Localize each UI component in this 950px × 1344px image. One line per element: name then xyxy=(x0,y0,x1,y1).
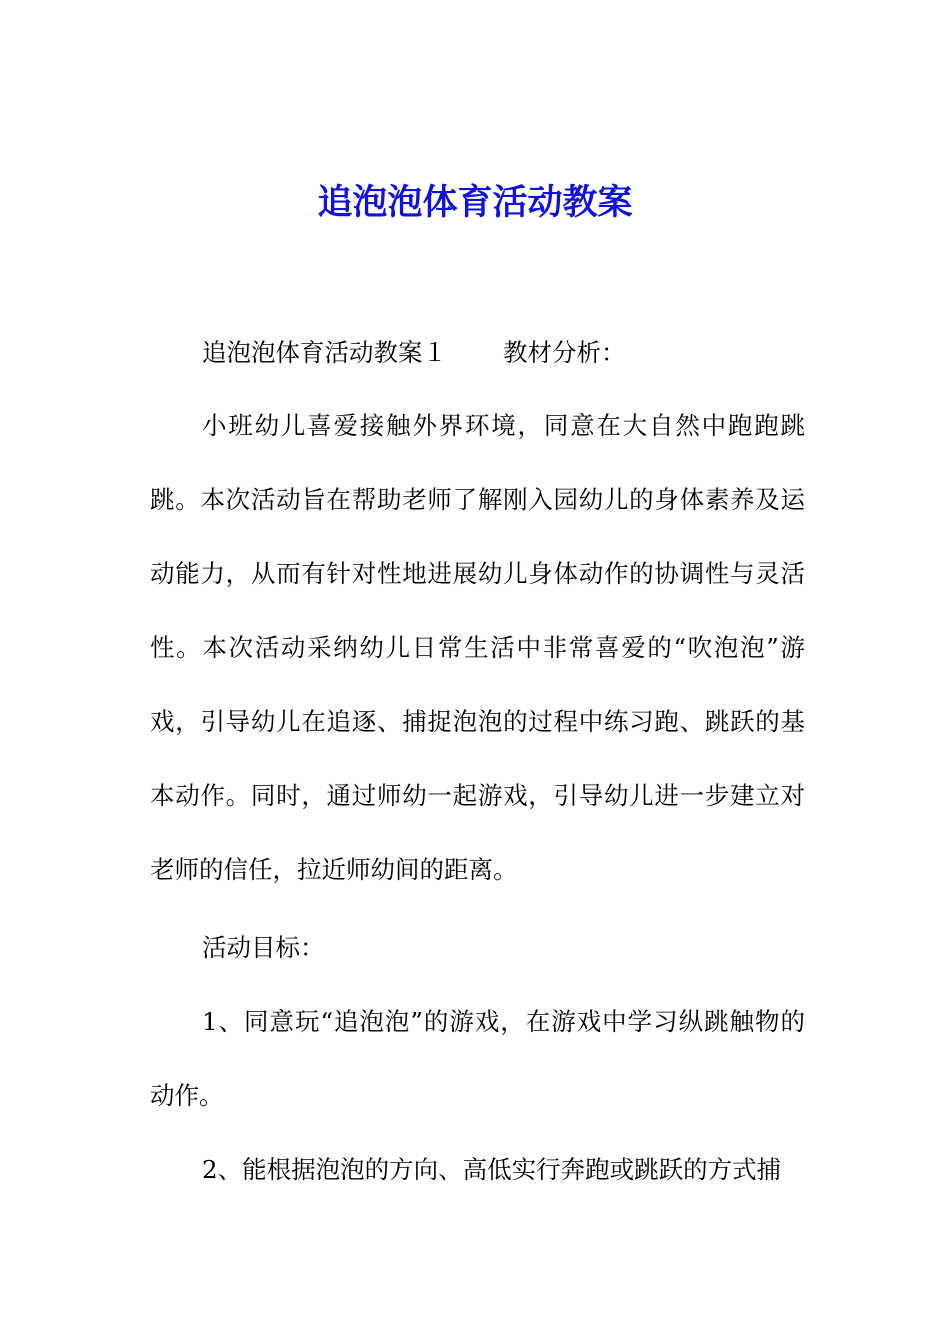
lesson-heading: 追泡泡体育活动教案１ xyxy=(202,338,447,367)
document-title: 追泡泡体育活动教案 xyxy=(317,182,633,223)
section-heading-material-analysis: 教材分析： xyxy=(503,338,626,367)
heading-line xyxy=(150,316,805,390)
section-heading-objectives: 活动目标： xyxy=(202,933,325,962)
paragraph-material-analysis: 小班幼儿喜爱接触外界环境，同意在大自然中跑跑跳跳。本次活动旨在帮助老师了解刚入园幼儿的身体素养及运动能力，从而有针对性地进展幼儿身体动作的协调性与灵活性。本次活动采纳幼儿日常生活中非常喜爱的“吹泡泡”游戏，引导幼儿在追逐、捕捉泡泡的过程中练习跑、跳跃的基本动作。同时，通过师幼一起游戏，引导幼儿进一步建立对老师的信任，拉近师幼间的距离。 xyxy=(150,411,805,884)
objective-item-2: 2、能根据泡泡的方向、高低实行奔跑或跳跃的方式捕 xyxy=(202,1155,782,1184)
objective-item-1: 1、同意玩“追泡泡”的游戏，在游戏中学习纵跳触物的动作。 xyxy=(150,1007,805,1110)
